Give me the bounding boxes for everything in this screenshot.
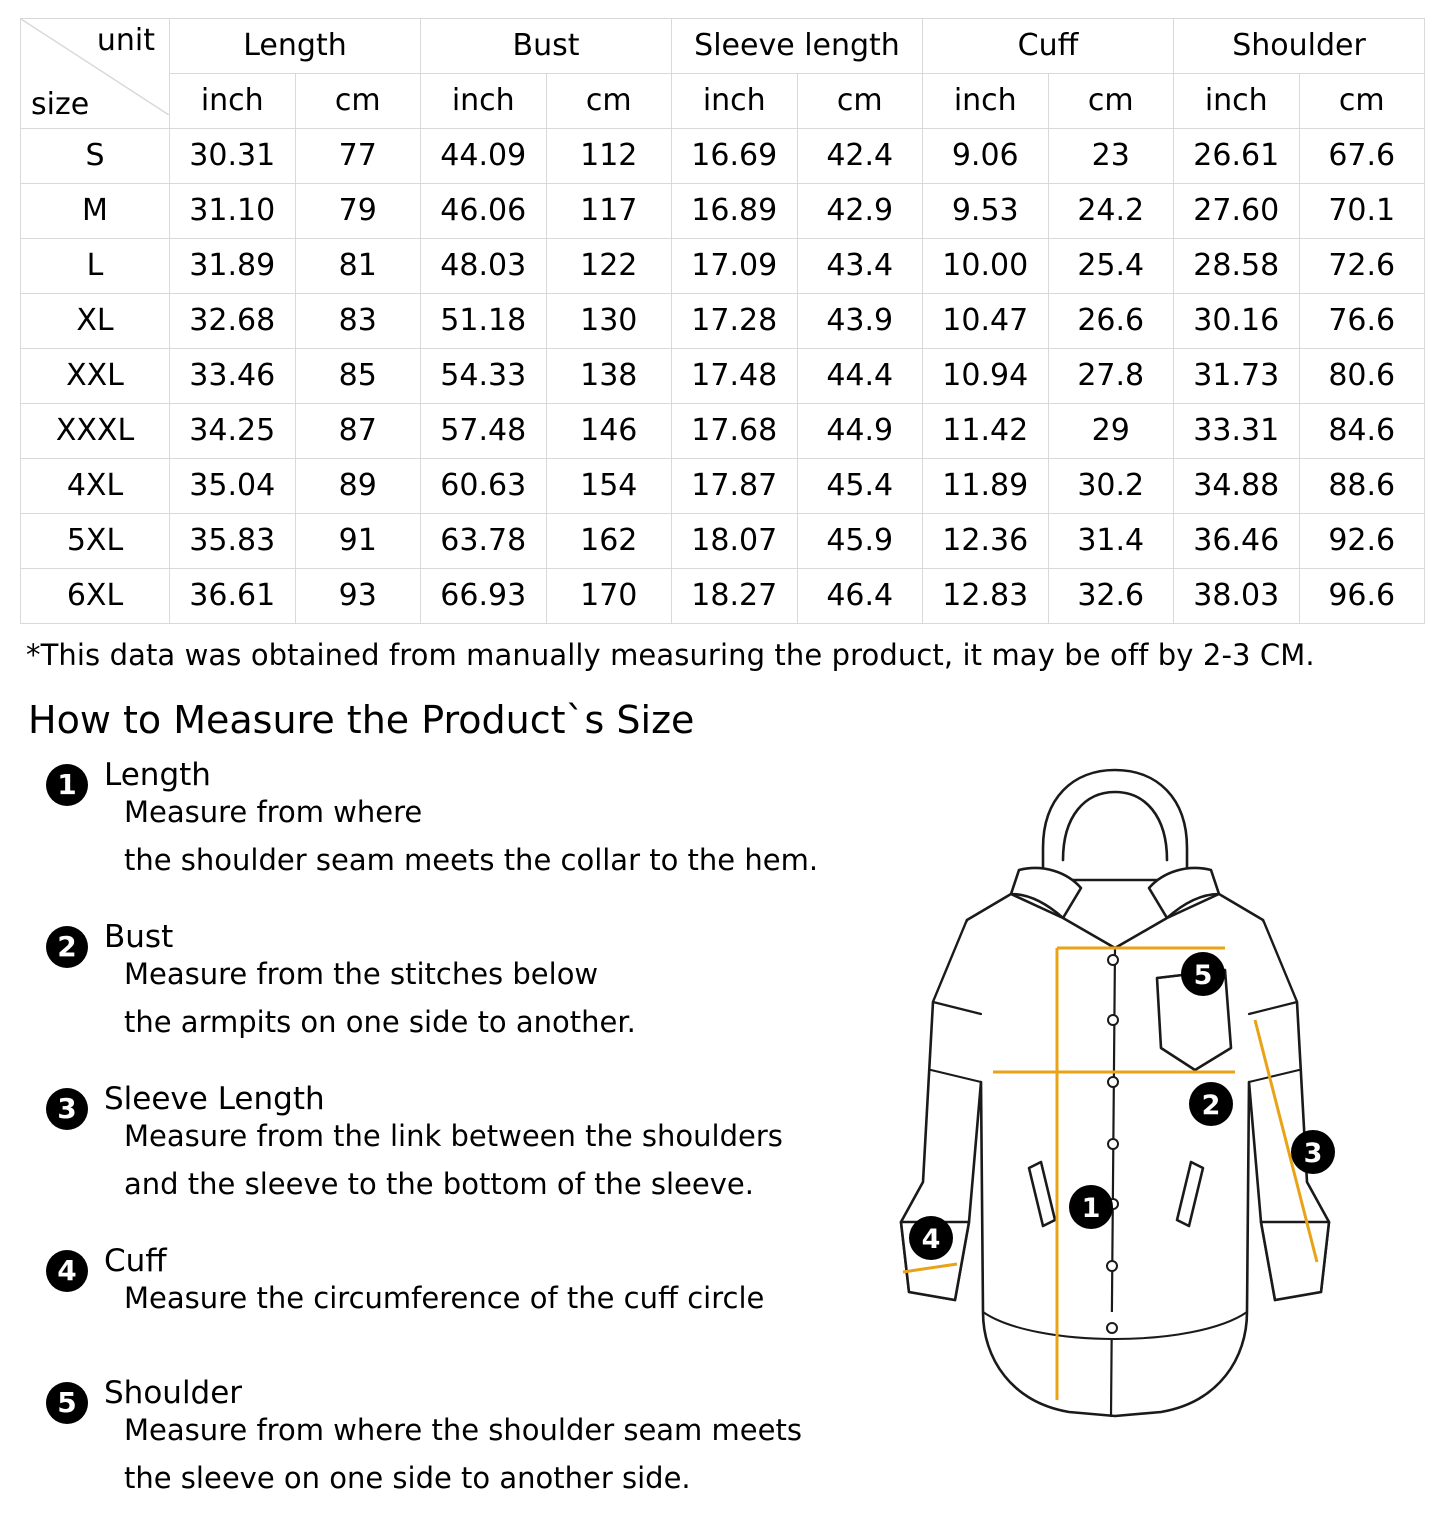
measure-step-length <box>28 758 828 884</box>
cell: 29 <box>1048 404 1174 459</box>
sub-header-cuff-cm: cm <box>1048 74 1174 129</box>
how-to-measure-section <box>20 752 1425 1495</box>
sub-header-length-inch: inch <box>170 74 296 129</box>
step-description-line1: Measure the circumference of the cuff circle <box>124 1281 765 1315</box>
group-header-bust: Bust <box>421 19 672 74</box>
cell: 30.16 <box>1174 294 1300 349</box>
row-size-label: S <box>21 129 170 184</box>
table-row <box>21 184 1425 239</box>
cell: 170 <box>546 569 672 624</box>
table-row <box>21 459 1425 514</box>
cell: 25.4 <box>1048 239 1174 294</box>
cell: 33.46 <box>170 349 296 404</box>
svg-text:2: 2 <box>1201 1090 1221 1121</box>
sub-header-sleeve-inch: inch <box>672 74 798 129</box>
svg-text:3: 3 <box>1303 1138 1323 1169</box>
cell: 60.63 <box>421 459 547 514</box>
measure-step-shoulder <box>28 1376 828 1502</box>
cell: 48.03 <box>421 239 547 294</box>
cell: 88.6 <box>1299 459 1425 514</box>
unit-label: unit <box>96 23 155 58</box>
cell: 63.78 <box>421 514 547 569</box>
cell: 16.69 <box>672 129 798 184</box>
row-size-label: L <box>21 239 170 294</box>
cell: 43.9 <box>797 294 923 349</box>
group-header-shoulder: Shoulder <box>1174 19 1425 74</box>
cell: 10.47 <box>923 294 1049 349</box>
step-title-length: Length <box>104 757 211 793</box>
size-table <box>20 18 1425 624</box>
cell: 27.8 <box>1048 349 1174 404</box>
cell: 17.87 <box>672 459 798 514</box>
unit-size-corner-cell <box>21 19 170 129</box>
table-row <box>21 349 1425 404</box>
step-number-badge-2: 2 <box>46 926 88 968</box>
cell: 11.89 <box>923 459 1049 514</box>
cell: 117 <box>546 184 672 239</box>
cell: 26.61 <box>1174 129 1300 184</box>
row-size-label: XXXL <box>21 404 170 459</box>
step-number-badge-3: 3 <box>46 1088 88 1130</box>
cell: 84.6 <box>1299 404 1425 459</box>
size-label: size <box>31 87 90 122</box>
cell: 11.42 <box>923 404 1049 459</box>
cell: 83 <box>295 294 421 349</box>
row-size-label: M <box>21 184 170 239</box>
step-description-length <box>124 788 828 884</box>
group-header-length: Length <box>170 19 421 74</box>
row-size-label: 4XL <box>21 459 170 514</box>
row-size-label: 6XL <box>21 569 170 624</box>
sub-header-sleeve-cm: cm <box>797 74 923 129</box>
cell: 18.27 <box>672 569 798 624</box>
jacket-illustration-icon <box>805 752 1425 1432</box>
sub-header-cuff-inch: inch <box>923 74 1049 129</box>
cell: 93 <box>295 569 421 624</box>
cell: 17.09 <box>672 239 798 294</box>
cell: 12.36 <box>923 514 1049 569</box>
cell: 10.94 <box>923 349 1049 404</box>
cell: 36.46 <box>1174 514 1300 569</box>
cell: 30.2 <box>1048 459 1174 514</box>
cell: 44.09 <box>421 129 547 184</box>
step-description-shoulder <box>124 1406 828 1502</box>
cell: 26.6 <box>1048 294 1174 349</box>
row-size-label: XXL <box>21 349 170 404</box>
cell: 92.6 <box>1299 514 1425 569</box>
step-number-badge-4: 4 <box>46 1250 88 1292</box>
sub-header-bust-inch: inch <box>421 74 547 129</box>
cell: 27.60 <box>1174 184 1300 239</box>
cell: 66.93 <box>421 569 547 624</box>
cell: 34.88 <box>1174 459 1300 514</box>
measurement-disclaimer: *This data was obtained from manually measuring the product, it may be off by 2-3 CM. <box>26 638 1315 672</box>
step-description-line1: Measure from the stitches below <box>124 957 599 991</box>
cell: 33.31 <box>1174 404 1300 459</box>
step-description-line2: the sleeve on one side to another side. <box>124 1461 691 1495</box>
cell: 9.53 <box>923 184 1049 239</box>
size-table-head <box>21 19 1425 129</box>
cell: 81 <box>295 239 421 294</box>
step-description-line2: and the sleeve to the bottom of the sleeve. <box>124 1167 754 1201</box>
svg-text:1: 1 <box>1081 1193 1101 1224</box>
cell: 45.9 <box>797 514 923 569</box>
table-row <box>21 514 1425 569</box>
measure-step-bust <box>28 920 828 1046</box>
cell: 9.06 <box>923 129 1049 184</box>
row-size-label: 5XL <box>21 514 170 569</box>
cell: 24.2 <box>1048 184 1174 239</box>
cell: 112 <box>546 129 672 184</box>
cell: 72.6 <box>1299 239 1425 294</box>
cell: 43.4 <box>797 239 923 294</box>
sub-header-bust-cm: cm <box>546 74 672 129</box>
cell: 31.89 <box>170 239 296 294</box>
cell: 32.6 <box>1048 569 1174 624</box>
table-row <box>21 129 1425 184</box>
step-description-bust <box>124 950 828 1046</box>
group-header-cuff: Cuff <box>923 19 1174 74</box>
step-description-line1: Measure from where the shoulder seam meets <box>124 1413 802 1447</box>
row-size-label: XL <box>21 294 170 349</box>
table-row <box>21 404 1425 459</box>
measure-steps-list <box>28 758 828 1538</box>
step-number-badge-1: 1 <box>46 764 88 806</box>
cell: 44.9 <box>797 404 923 459</box>
cell: 45.4 <box>797 459 923 514</box>
svg-text:5: 5 <box>1193 960 1213 991</box>
cell: 38.03 <box>1174 569 1300 624</box>
cell: 34.25 <box>170 404 296 459</box>
cell: 89 <box>295 459 421 514</box>
cell: 35.04 <box>170 459 296 514</box>
cell: 154 <box>546 459 672 514</box>
cell: 79 <box>295 184 421 239</box>
table-row <box>21 569 1425 624</box>
how-to-measure-title: How to Measure the Product`s Size <box>28 698 695 742</box>
table-row <box>21 239 1425 294</box>
step-description-line2: the shoulder seam meets the collar to the hem. <box>124 843 819 877</box>
cell: 36.61 <box>170 569 296 624</box>
cell: 91 <box>295 514 421 569</box>
step-title-sleeve-length: Sleeve Length <box>104 1081 325 1117</box>
svg-text:4: 4 <box>921 1224 941 1255</box>
cell: 46.4 <box>797 569 923 624</box>
cell: 77 <box>295 129 421 184</box>
step-description-line1: Measure from where <box>124 795 423 829</box>
cell: 122 <box>546 239 672 294</box>
cell: 138 <box>546 349 672 404</box>
cell: 87 <box>295 404 421 459</box>
step-title-shoulder: Shoulder <box>104 1375 243 1411</box>
cell: 54.33 <box>421 349 547 404</box>
cell: 85 <box>295 349 421 404</box>
cell: 31.4 <box>1048 514 1174 569</box>
sub-header-row <box>21 74 1425 129</box>
table-row <box>21 294 1425 349</box>
cell: 130 <box>546 294 672 349</box>
cell: 70.1 <box>1299 184 1425 239</box>
cell: 57.48 <box>421 404 547 459</box>
cell: 16.89 <box>672 184 798 239</box>
cell: 31.73 <box>1174 349 1300 404</box>
cell: 23 <box>1048 129 1174 184</box>
cell: 32.68 <box>170 294 296 349</box>
cell: 162 <box>546 514 672 569</box>
measure-step-cuff <box>28 1244 828 1340</box>
cell: 17.68 <box>672 404 798 459</box>
cell: 44.4 <box>797 349 923 404</box>
step-title-bust: Bust <box>104 919 174 955</box>
cell: 51.18 <box>421 294 547 349</box>
cell: 76.6 <box>1299 294 1425 349</box>
cell: 146 <box>546 404 672 459</box>
measure-step-sleeve-length <box>28 1082 828 1208</box>
cell: 96.6 <box>1299 569 1425 624</box>
size-table-body <box>21 129 1425 624</box>
sub-header-shoulder-cm: cm <box>1299 74 1425 129</box>
step-description-line1: Measure from the link between the shoulders <box>124 1119 783 1153</box>
cell: 42.9 <box>797 184 923 239</box>
step-description-line2: the armpits on one side to another. <box>124 1005 636 1039</box>
cell: 30.31 <box>170 129 296 184</box>
sub-header-length-cm: cm <box>295 74 421 129</box>
cell: 42.4 <box>797 129 923 184</box>
cell: 46.06 <box>421 184 547 239</box>
cell: 28.58 <box>1174 239 1300 294</box>
cell: 17.48 <box>672 349 798 404</box>
cell: 12.83 <box>923 569 1049 624</box>
cell: 10.00 <box>923 239 1049 294</box>
cell: 18.07 <box>672 514 798 569</box>
cell: 31.10 <box>170 184 296 239</box>
step-description-cuff <box>124 1274 828 1322</box>
step-number-badge-5: 5 <box>46 1382 88 1424</box>
cell: 35.83 <box>170 514 296 569</box>
garment-diagram <box>805 752 1425 1432</box>
cell: 17.28 <box>672 294 798 349</box>
sub-header-shoulder-inch: inch <box>1174 74 1300 129</box>
group-header-sleeve-length: Sleeve length <box>672 19 923 74</box>
cell: 80.6 <box>1299 349 1425 404</box>
step-description-sleeve-length <box>124 1112 828 1208</box>
group-header-row <box>21 19 1425 74</box>
cell: 67.6 <box>1299 129 1425 184</box>
step-title-cuff: Cuff <box>104 1243 167 1279</box>
